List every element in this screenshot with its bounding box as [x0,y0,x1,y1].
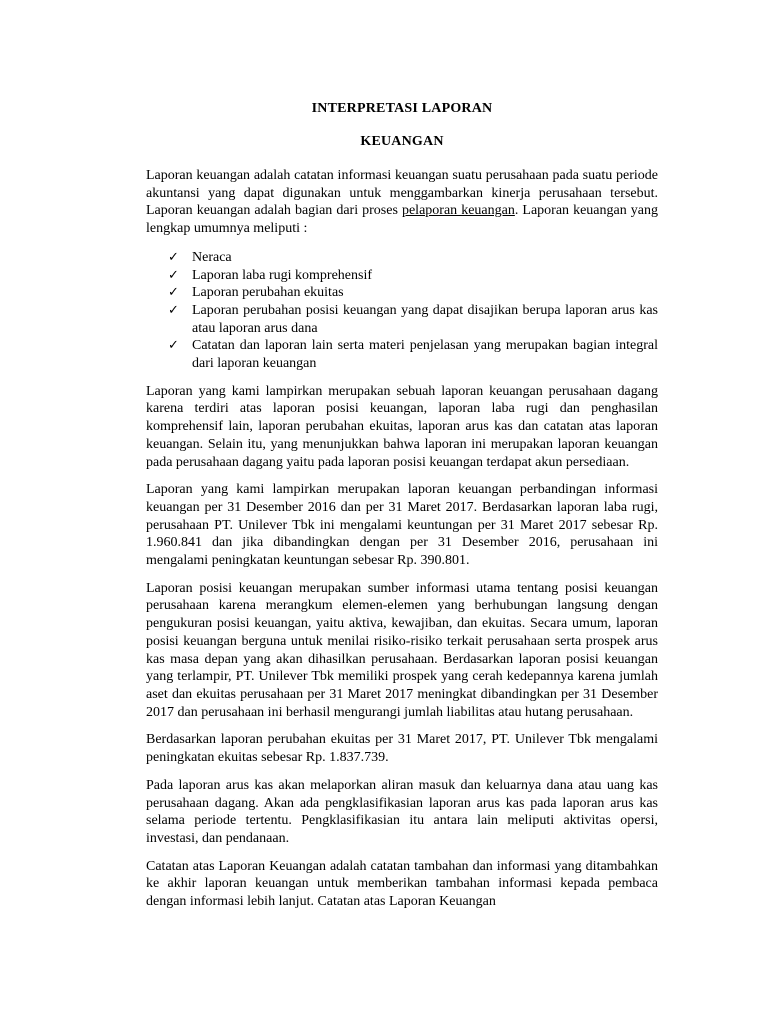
document-page [146,100,658,911]
list-item-text: Laporan perubahan posisi keuangan yang dapat disajikan berupa laporan arus kas atau laporan arus dana [192,302,658,336]
checkmark-icon: ✓ [168,338,179,354]
list-item [146,302,658,337]
document-title-line-2: KEUANGAN [360,134,444,149]
checkmark-icon: ✓ [168,249,179,265]
list-item-text: Neraca [192,249,232,265]
intro-text-after-link: . Laporan keuangan yang lengkap umumnya meliputi : [146,203,659,237]
paragraph-equity-change: Berdasarkan laporan perubahan ekuitas per 31 Maret 2017, PT. Unilever Tbk mengalami peningkatan ekuitas sebesar Rp. 1.837.739. [146,732,658,766]
paragraph-notes: Catatan atas Laporan Keuangan adalah catatan tambahan dan informasi yang ditambahkan ke akhir laporan keuangan untuk memberikan tambahan informasi kepada pembaca dengan informasi lebih lanjut. Catatan atas Laporan Keuangan [146,858,658,910]
checkmark-icon: ✓ [168,267,179,283]
checkmark-icon: ✓ [168,285,179,301]
intro-paragraph [146,167,658,238]
checkmark-icon: ✓ [168,302,179,318]
list-item [146,337,658,372]
document-title-line-1: INTERPRETASI LAPORAN [311,101,493,116]
list-item [146,249,658,267]
report-components-list [146,249,658,373]
pelaporan-keuangan-link[interactable]: pelaporan keuangan [401,203,515,219]
list-item [146,284,658,302]
paragraph-profit-comparison: Laporan yang kami lampirkan merupakan laporan keuangan perbandingan informasi keuangan per 31 Desember 2016 dan per 31 Maret 2017. Berdasarkan laporan laba rugi, perusahaan PT. Unilever Tbk ini mengalami keuntungan per 31 Maret 2017 sebesar Rp. 1.960.841 dan jika dibandingkan dengan per 31 Desember 2016, perusahaan ini mengalami peningkatan keuntungan sebesar Rp. 390.801. [146,482,658,569]
paragraph-financial-position: Laporan posisi keuangan merupakan sumber informasi utama tentang posisi keuangan perusahaan karena merangkum elemen-elemen yang berhubungan langsung dengan pengukuran posisi keuangan, yaitu aktiva, kewajiban, dan ekuitas. Secara umum, laporan posisi keuangan berguna untuk menilai risiko-risiko terkait perusahaan serta prospek arus kas masa depan yang akan dihasilkan perusahaan. Berdasarkan laporan posisi keuangan yang terlampir, PT. Unilever Tbk memiliki prospek yang cerah kedepannya karena jumlah aset dan ekuitas perusahaan per 31 Maret 2017 meningkat dibandingkan per 31 Desember 2017 dan perusahaan ini berhasil mengurangi jumlah liabilitas atau hutang perusahaan. [146,580,658,720]
list-item-text: Laporan perubahan ekuitas [192,285,344,301]
intro-text-before-link: Laporan keuangan adalah catatan informasi keuangan suatu perusahaan pada suatu periode akuntansi yang dapat digunakan untuk menggambarkan kinerja perusahaan tersebut. Laporan keuangan adalah bagian dari proses [146,168,658,219]
paragraph-company-type: Laporan yang kami lampirkan merupakan sebuah laporan keuangan perusahaan dagang karena terdiri atas laporan posisi keuangan, laporan laba rugi dan penghasilan komprehensif lain, laporan perubahan ekuitas, laporan arus kas dan catatan atas laporan keuangan. Selain itu, yang menunjukkan bahwa laporan ini merupakan laporan keuangan pada perusahaan dagang yaitu pada laporan posisi keuangan terdapat akun persediaan. [146,383,658,470]
list-item-text: Catatan dan laporan lain serta materi penjelasan yang merupakan bagian integral dari laporan keuangan [192,338,658,372]
list-item-text: Laporan laba rugi komprehensif [192,267,372,283]
list-item [146,267,658,285]
paragraph-cash-flow: Pada laporan arus kas akan melaporkan aliran masuk dan keluarnya dana atau uang kas perusahaan dagang. Akan ada pengklasifikasian laporan arus kas pada laporan arus kas selama periode tertentu. Pengklasifikasian itu antara lain meliputi aktivitas opersi, investasi, dan pendanaan. [146,777,658,846]
